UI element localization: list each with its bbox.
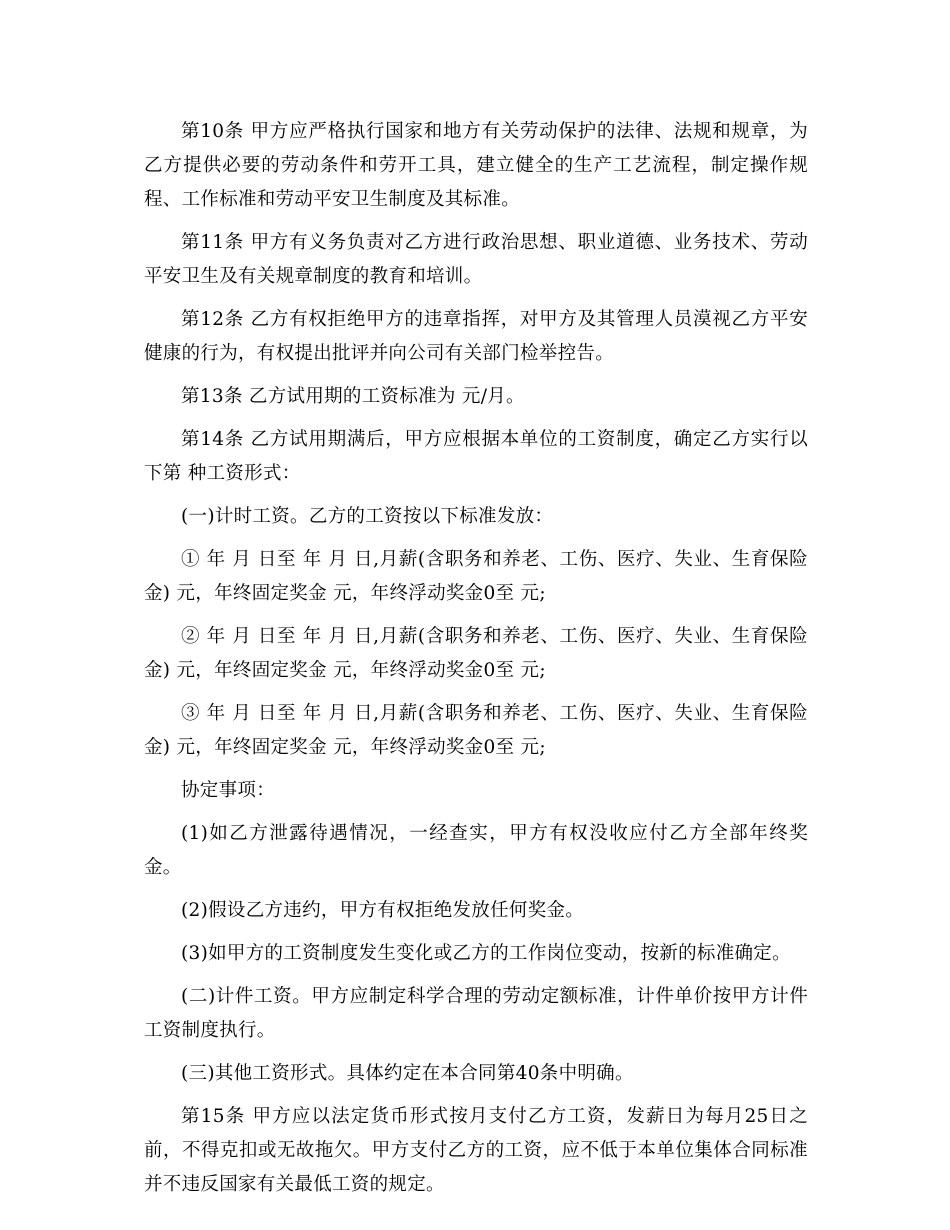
wage-period-1-paragraph: ① 年 月 日至 年 月 日,月薪(含职务和养老、工伤、医疗、失业、生育保险金) 元，年终固定奖金 元，年终浮动奖金0至 元; <box>144 549 808 604</box>
hourly-wage-paragraph: (一)计时工资。乙方的工资按以下标准发放： <box>181 506 554 527</box>
article-12-paragraph: 第12条 乙方有权拒绝甲方的违章指挥，对甲方及其管理人员漠视乙方平安健康的行为，有权提出批评并向公司有关部门检举控告。 <box>144 309 808 364</box>
document-body <box>144 115 808 1211</box>
agreed-matter-2: (2)假设乙方违约，甲方有权拒绝发放任何奖金。 <box>181 900 585 921</box>
wage-period-3-paragraph: ③ 年 月 日至 年 月 日,月薪(含职务和养老、工伤、医疗、失业、生育保险金) 元，年终固定奖金 元，年终浮动奖金0至 元; <box>144 703 808 758</box>
agreed-matter-3: (3)如甲方的工资制度发生变化或乙方的工作岗位变动，按新的标准确定。 <box>181 943 791 964</box>
agreed-matter-1: (1)如乙方泄露待遇情况，一经查实，甲方有权没收应付乙方全部年终奖金。 <box>144 823 808 878</box>
piece-wage-paragraph: (二)计件工资。甲方应制定科学合理的劳动定额标准，计件单价按甲方计件工资制度执行。 <box>144 986 808 1041</box>
other-wage-paragraph: (三)其他工资形式。具体约定在本合同第40条中明确。 <box>181 1063 634 1084</box>
article-14-paragraph: 第14条 乙方试用期满后，甲方应根据本单位的工资制度，确定乙方实行以下第 种工资形式： <box>144 429 808 484</box>
article-13-paragraph: 第13条 乙方试用期的工资标准为 元/月。 <box>181 386 525 407</box>
article-15-paragraph: 第15条 甲方应以法定货币形式按月支付乙方工资，发薪日为每月25日之前，不得克扣或无故拖欠。甲方支付乙方的工资，应不低于本单位集体合同标准并不违反国家有关最低工资的规定。 <box>144 1106 808 1195</box>
agreed-matters-heading: 协定事项： <box>181 780 276 801</box>
article-10-paragraph: 第10条 甲方应严格执行国家和地方有关劳动保护的法律、法规和规章，为乙方提供必要的劳动条件和劳开工具，建立健全的生产工艺流程，制定操作规程、工作标准和劳动平安卫生制度及其标准。 <box>144 121 808 210</box>
wage-period-2-paragraph: ② 年 月 日至 年 月 日,月薪(含职务和养老、工伤、医疗、失业、生育保险金) 元，年终固定奖金 元，年终浮动奖金0至 元; <box>144 626 808 681</box>
article-11-paragraph: 第11条 甲方有义务负责对乙方进行政治思想、职业道德、业务技术、劳动平安卫生及有关规章制度的教育和培训。 <box>144 232 808 287</box>
